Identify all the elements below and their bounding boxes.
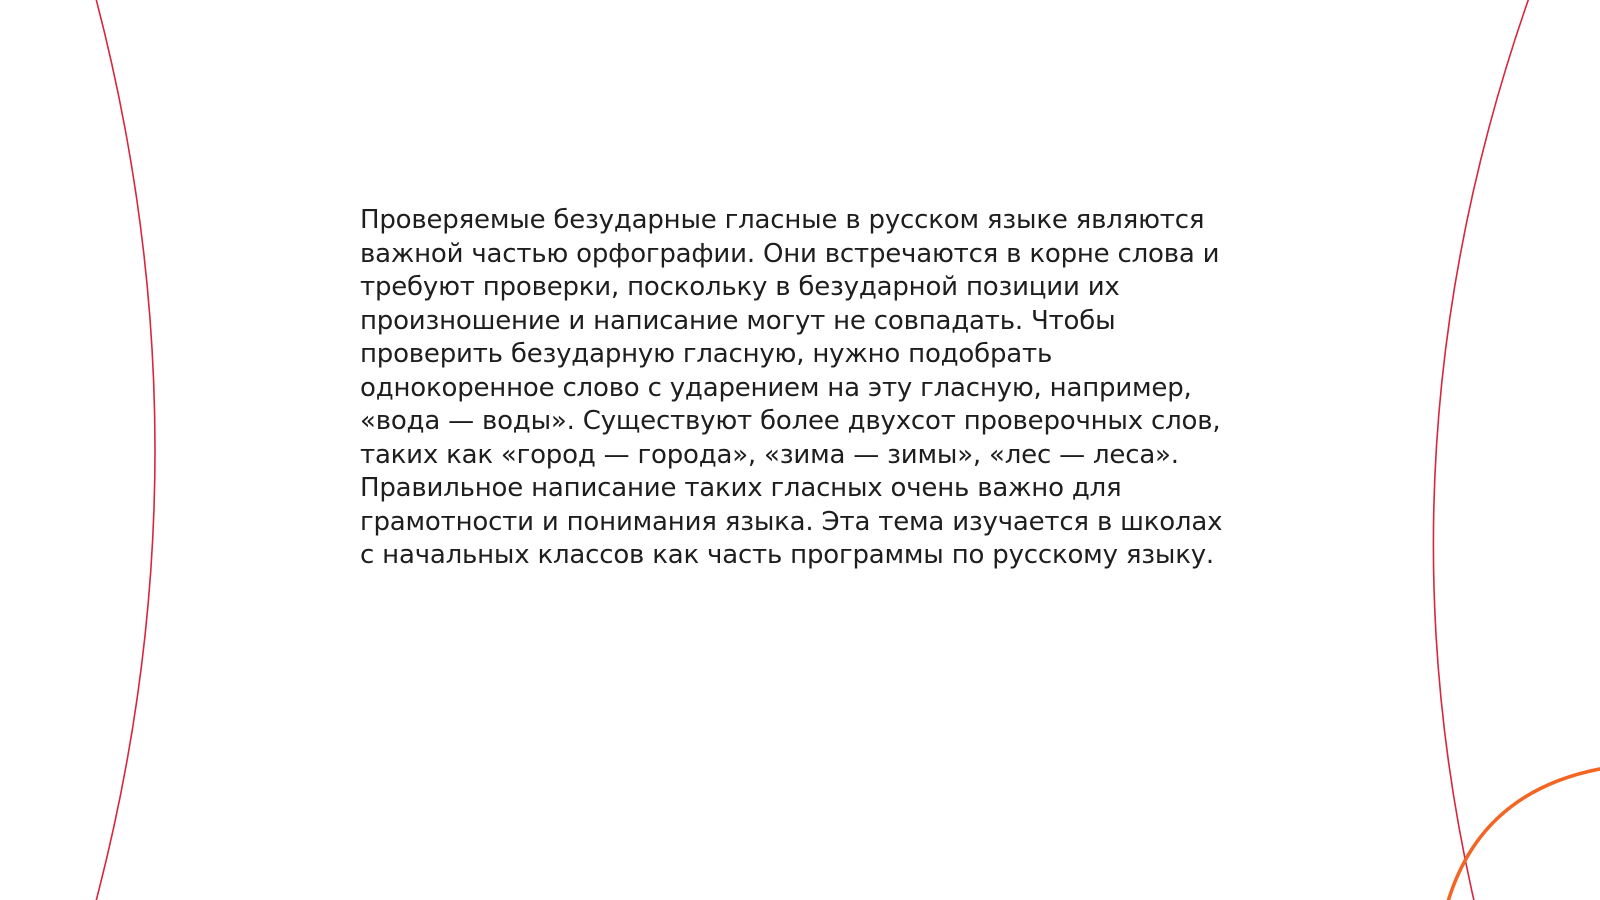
paragraph-line-8: таких как «город — города», «зима — зимы», «лес — леса».: [360, 439, 1179, 470]
paragraph-line-5: проверить безударную гласную, нужно подобрать: [360, 339, 1053, 369]
right-red-curve: [1433, 0, 1530, 900]
left-red-curve: [95, 0, 155, 900]
paragraph-line-4: произношение и написание могут не совпадать. Чтобы: [360, 305, 1116, 336]
paragraph-line-2: важной частью орфографии. Они встречаются в корне слова и: [360, 238, 1220, 269]
paragraph-line-1: Проверяемые безударные гласные в русском языке являются: [360, 205, 1205, 235]
paragraph-line-9: Правильное написание таких гласных очень важно для: [360, 473, 1122, 503]
paragraph-line-6: однокоренное слово с ударением на эту гласную, например,: [360, 372, 1192, 403]
main-paragraph: [360, 204, 1240, 573]
paragraph-line-3: требуют проверки, поскольку в безударной позиции их: [360, 272, 1120, 302]
paragraph-line-10: грамотности и понимания языка. Эта тема изучается в школах: [360, 506, 1223, 537]
paragraph-line-11: с начальных классов как часть программы по русскому языку.: [360, 540, 1214, 570]
paragraph-line-7: «вода — воды». Существуют более двухсот проверочных слов,: [360, 406, 1221, 436]
